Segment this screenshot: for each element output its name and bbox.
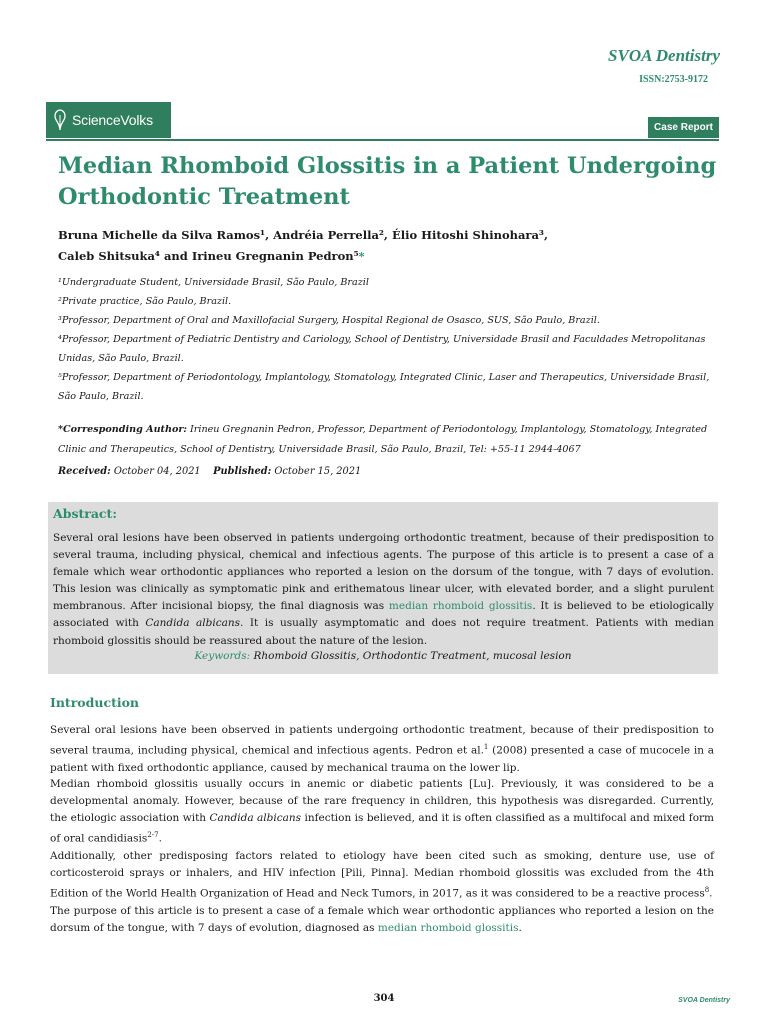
journal-name: SVOA Dentistry — [608, 46, 720, 65]
term-link[interactable]: median rhomboid glossitis — [377, 922, 519, 935]
publisher-logo[interactable] — [46, 102, 171, 138]
citation[interactable]: 1 — [483, 743, 489, 752]
logo-text: ScienceVolks — [72, 112, 153, 128]
intro-paragraph-3 — [50, 848, 714, 903]
affiliation-1: ¹Undergraduate Student, Universidade Brasil, São Paulo, Brazil — [58, 277, 369, 288]
received-label: Received: — [58, 466, 111, 477]
abstract-text-part: . It is usually asymptomatic and does not require treatment. Patients with median rhomboid glossitis should be reassured about the nature of the lesion. — [53, 617, 714, 647]
affiliation-2: ²Private practice, São Paulo, Brazil. — [58, 296, 232, 307]
affiliation-5: ⁵Professor, Department of Periodontology, Implantology, Stomatology, Integrated Clinic, Laser and Therapeutics, Universidade Brasil, São Paulo, Brazil. — [58, 372, 710, 402]
paragraph-text: . — [518, 922, 522, 935]
introduction-heading: Introduction — [50, 695, 140, 710]
article-type-badge: Case Report — [648, 117, 719, 138]
abstract-text — [53, 530, 714, 650]
affiliation-4: ⁴Professor, Department of Pediatric Dentistry and Cariology, School of Dentistry, Universidade Brasil and Faculdades Metropolitanas Unidas, São Paulo, Brazil. — [58, 334, 706, 364]
corresponding-star: * — [358, 249, 365, 263]
abstract-species: Candida albicans — [145, 617, 240, 630]
paragraph-text: The purpose of this article is to present a case of a female which wear orthodontic appliances who reported a lesion on the dorsum of the tongue, with 7 days of evolution, diagnosed as — [50, 905, 714, 935]
affiliations — [58, 273, 718, 406]
keywords-value: Rhomboid Glossitis, Orthodontic Treatment, mucosal lesion — [253, 650, 572, 662]
paragraph-text: infection is believed, and it is often classified as a multifocal and mixed form of oral candidiasis — [50, 812, 714, 845]
abstract-box — [48, 502, 718, 674]
intro-paragraph-2 — [50, 776, 714, 848]
citation[interactable]: 8 — [704, 886, 710, 895]
issn: ISSN:2753-9172 — [639, 74, 708, 85]
author-line-1: Bruna Michelle da Silva Ramos¹, Andréia Perrella², Élio Hitoshi Shinohara³, — [58, 228, 548, 242]
corresponding-author — [58, 420, 718, 460]
published-label: Published: — [213, 466, 272, 477]
paragraph-text: . — [158, 832, 162, 845]
citation[interactable]: 2-7 — [147, 831, 159, 840]
abstract-text-part: Several oral lesions have been observed in patients undergoing orthodontic treatment, because of their predisposition to several trauma, including physical, chemical and infectious agents. The purpose of this article is to present a case of a female which wear orthodontic appliances who reported a lesion on the dorsum of the tongue, with 7 days of evolution. This lesion was clinically as symptomatic pink and erithematous linear ulcer, with elevated border, and a slight purulent membranous. After incisional biopsy, the final diagnosis was — [53, 532, 714, 613]
species-name: Candida albicans — [209, 812, 302, 825]
article-title: Median Rhomboid Glossitis in a Patient Undergoing Orthodontic Treatment — [58, 153, 717, 210]
received-date: October 04, 2021 — [113, 466, 201, 477]
paragraph-text: Additionally, other predisposing factors related to etiology have been cited such as smoking, denture use, use of corticosteroid sprays or inhalers, and HIV infection [Pili, Pinna]. Median rhomboid glossitis was excluded from the 4th Edition of the World Health Organization of Head and Neck Tumors, in 2017, as it was considered to be a reactive process — [50, 850, 714, 900]
page-number: 304 — [373, 993, 395, 1004]
intro-paragraph-4 — [50, 903, 714, 937]
leaf-icon — [52, 109, 68, 131]
abstract-text-part: . It is believed to be etiologically associated with — [53, 600, 714, 630]
article-dates — [58, 466, 718, 477]
paragraph-text: Several oral lesions have been observed in patients undergoing orthodontic treatment, because of their predisposition to several trauma, including physical, chemical and infectious agents. Pedron et al. — [50, 724, 714, 757]
abstract-heading: Abstract: — [53, 506, 117, 521]
published-date: October 15, 2021 — [274, 466, 362, 477]
author-list — [58, 225, 718, 267]
footer-journal: SVOA Dentistry — [678, 997, 730, 1004]
author-line-2-text: Caleb Shitsuka⁴ and Irineu Gregnanin Pedron⁵ — [58, 249, 359, 263]
corresponding-text: Irineu Gregnanin Pedron, Professor, Department of Periodontology, Implantology, Stomatology, Integrated Clinic and Therapeutics, School of Dentistry, Universidade Brasil, São Paulo, Brazil, Tel: +55-11 2944-4067 — [58, 424, 708, 455]
header-divider — [46, 139, 719, 141]
author-line-2 — [58, 246, 718, 267]
keywords-label: Keywords: — [194, 650, 251, 662]
paragraph-text: (2008) presented a case of mucocele in a patient with fixed orthodontic appliance, caused by mechanical trauma on the lower lip. — [50, 744, 714, 774]
intro-paragraph-1 — [50, 722, 714, 777]
keywords — [48, 650, 718, 662]
corresponding-label: *Corresponding Author: — [58, 424, 187, 435]
paragraph-text: . — [709, 887, 713, 900]
affiliation-3: ³Professor, Department of Oral and Maxillofacial Surgery, Hospital Regional de Osasco, SUS, São Paulo, Brazil. — [58, 315, 600, 326]
paragraph-text: Median rhomboid glossitis usually occurs in anemic or diabetic patients [Lu]. Previously, it was considered to be a developmental anomaly. However, because of the rare frequency in children, this hypothesis was disregarded. Currently, the etiologic association with — [50, 778, 714, 825]
abstract-term-link[interactable]: median rhomboid glossitis — [388, 600, 533, 613]
